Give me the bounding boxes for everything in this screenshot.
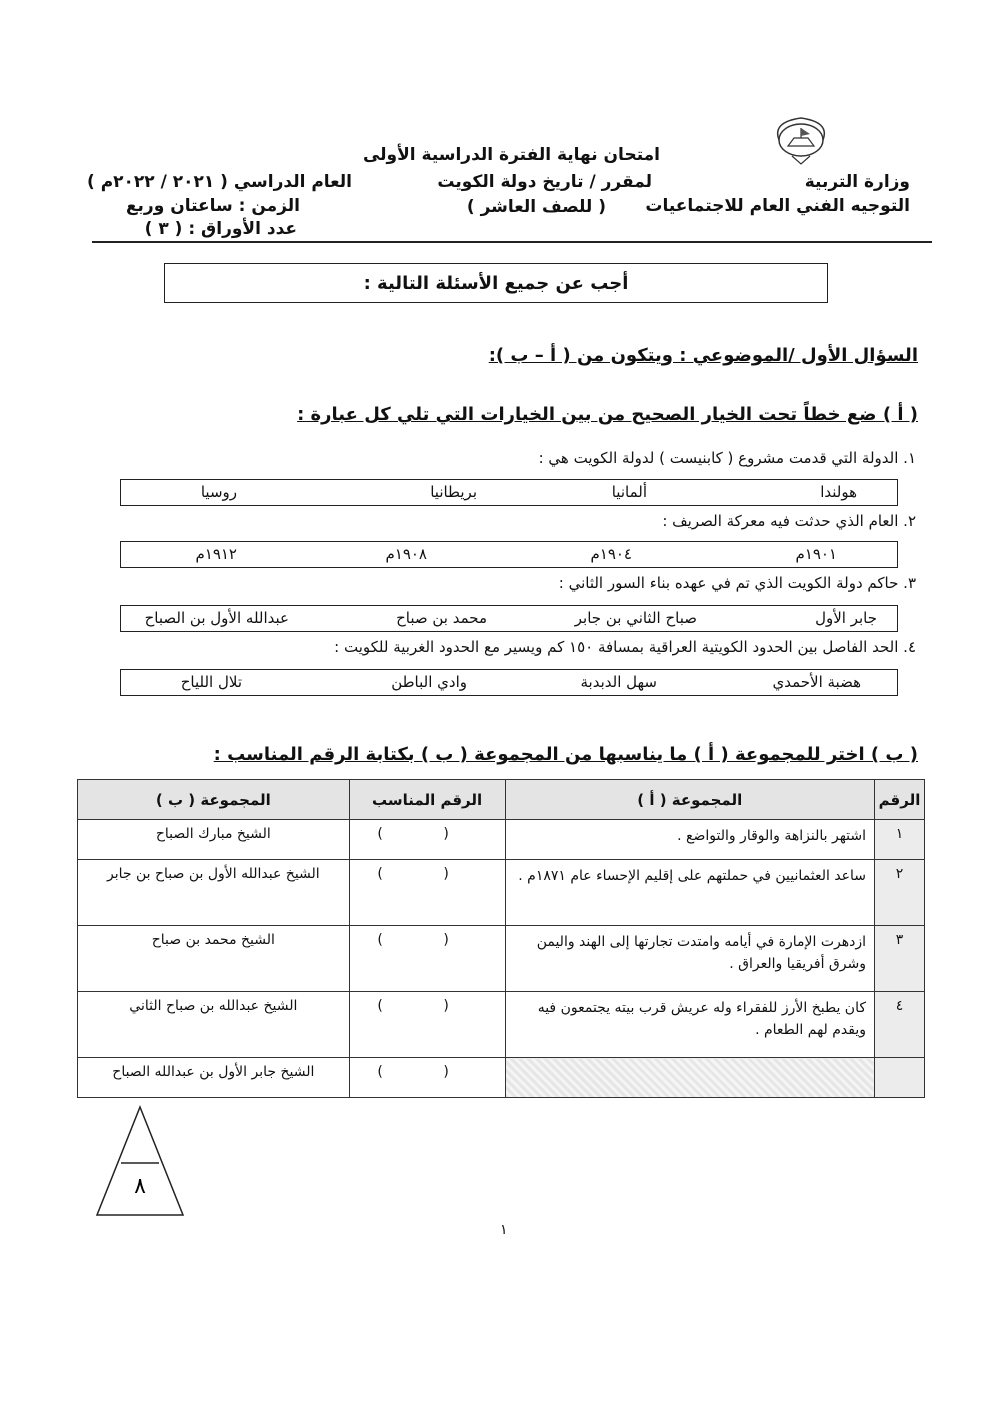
q1-item-4-options xyxy=(120,669,898,696)
group-a-text: ازدهرت الإمارة في أيامه وامتدت تجارتها إلى الهند واليمن وشرق أفريقيا والعراق . xyxy=(505,926,875,992)
table-row xyxy=(78,820,925,860)
answer-slot[interactable]: ( ) xyxy=(349,992,505,1058)
table-row xyxy=(78,926,925,992)
option[interactable]: صباح الثاني بن جابر xyxy=(574,609,697,627)
exam-duration: الزمن : ساعتان وربع xyxy=(125,196,300,216)
row-number: ١ xyxy=(875,820,925,860)
course-name: لمقرر / تاريخ دولة الكويت xyxy=(437,172,652,192)
answer-slot[interactable]: ( ) xyxy=(349,860,505,926)
col-header-group-a: المجموعة ( أ ) xyxy=(505,780,875,820)
option[interactable]: بريطانيا xyxy=(430,483,477,501)
col-header-answer: الرقم المناسب xyxy=(349,780,505,820)
header-divider xyxy=(92,241,932,243)
option[interactable]: جابر الأول xyxy=(815,609,877,627)
option[interactable]: ١٩٠٨م xyxy=(385,545,427,563)
matching-table xyxy=(77,779,925,1098)
kuwait-emblem-icon xyxy=(770,112,832,168)
option[interactable]: ١٩٠١م xyxy=(795,545,837,563)
option[interactable]: عبدالله الأول بن الصباح xyxy=(144,609,289,627)
q1-item-3-options xyxy=(120,605,898,632)
table-row xyxy=(78,992,925,1058)
option[interactable]: محمد بن صباح xyxy=(396,609,487,627)
part-b-title: ( ب ) اختر للمجموعة ( أ ) ما يناسبها من المجموعة ( ب ) بكتابة الرقم المناسب : xyxy=(213,744,918,765)
page-number: ١ xyxy=(500,1222,508,1238)
col-header-group-b: المجموعة ( ب ) xyxy=(78,780,350,820)
answer-slot[interactable]: ( ) xyxy=(349,820,505,860)
option[interactable]: هولندا xyxy=(820,483,857,501)
option[interactable]: ١٩٠٤م xyxy=(590,545,632,563)
exam-title: امتحان نهاية الفترة الدراسية الأولى xyxy=(362,145,660,165)
grade-label: ( للصف العاشر ) xyxy=(466,197,606,217)
group-b-text: الشيخ محمد بن صباح xyxy=(78,926,350,992)
group-b-text: الشيخ جابر الأول بن عبدالله الصباح xyxy=(78,1058,350,1098)
q1-item-3-text: ٣. حاكم دولة الكويت الذي تم في عهده بناء السور الثاني : xyxy=(558,574,916,592)
group-b-text: الشيخ عبدالله الأول بن صباح بن جابر xyxy=(78,860,350,926)
option[interactable]: روسيا xyxy=(200,483,237,501)
group-a-text: ساعد العثمانيين في حملتهم على إقليم الإحساء عام ١٨٧١م . xyxy=(505,860,875,926)
q1-item-1-options xyxy=(120,479,898,506)
option[interactable]: وادي الباطن xyxy=(391,673,467,691)
q1-item-2-text: ٢. العام الذي حدثت فيه معركة الصريف : xyxy=(662,512,916,530)
ministry-name: وزارة التربية xyxy=(804,172,910,192)
q1-item-2-options xyxy=(120,541,898,568)
option[interactable]: هضبة الأحمدي xyxy=(772,673,861,691)
table-row xyxy=(78,860,925,926)
pages-count: عدد الأوراق : ( ٣ ) xyxy=(144,219,297,239)
directorate-name: التوجيه الفني العام للاجتماعيات xyxy=(645,196,910,216)
group-a-text xyxy=(505,1058,875,1098)
group-b-text: الشيخ عبدالله بن صباح الثاني xyxy=(78,992,350,1058)
q1-title: السؤال الأول /الموضوعي : ويتكون من ( أ – ب ): xyxy=(488,345,918,366)
part-a-title: ( أ ) ضع خطاً تحت الخيار الصحيح من بين الخيارات التي تلي كل عبارة : xyxy=(297,404,918,425)
answer-slot[interactable]: ( ) xyxy=(349,1058,505,1098)
row-number xyxy=(875,1058,925,1098)
score-value: ٨ xyxy=(134,1174,146,1199)
table-row xyxy=(78,1058,925,1098)
row-number: ٤ xyxy=(875,992,925,1058)
academic-year: العام الدراسي ( ٢٠٢١ / ٢٠٢٢م ) xyxy=(87,172,352,192)
option[interactable]: ألمانيا xyxy=(611,483,647,501)
col-header-number: الرقم xyxy=(875,780,925,820)
row-number: ٣ xyxy=(875,926,925,992)
group-a-text: كان يطبخ الأرز للفقراء وله عريش قرب بيته يجتمعون فيه ويقدم لهم الطعام . xyxy=(505,992,875,1058)
option[interactable]: سهل الدبدبة xyxy=(580,673,657,691)
instruction-text: أجب عن جميع الأسئلة التالية : xyxy=(363,272,629,294)
option[interactable]: ١٩١٢م xyxy=(195,545,237,563)
group-a-text: اشتهر بالنزاهة والوقار والتواضع . xyxy=(505,820,875,860)
option[interactable]: تلال اللياح xyxy=(180,673,242,691)
row-number: ٢ xyxy=(875,860,925,926)
group-b-text: الشيخ مبارك الصباح xyxy=(78,820,350,860)
instruction-box xyxy=(164,263,828,303)
answer-slot[interactable]: ( ) xyxy=(349,926,505,992)
q1-item-4-text: ٤. الحد الفاصل بين الحدود الكويتية العراقية بمسافة ١٥٠ كم ويسير مع الحدود الغربية للكويت : xyxy=(334,638,916,656)
score-triangle xyxy=(95,1105,185,1217)
q1-item-1-text: ١. الدولة التي قدمت مشروع ( كابنيست ) لدولة الكويت هي : xyxy=(538,449,916,467)
